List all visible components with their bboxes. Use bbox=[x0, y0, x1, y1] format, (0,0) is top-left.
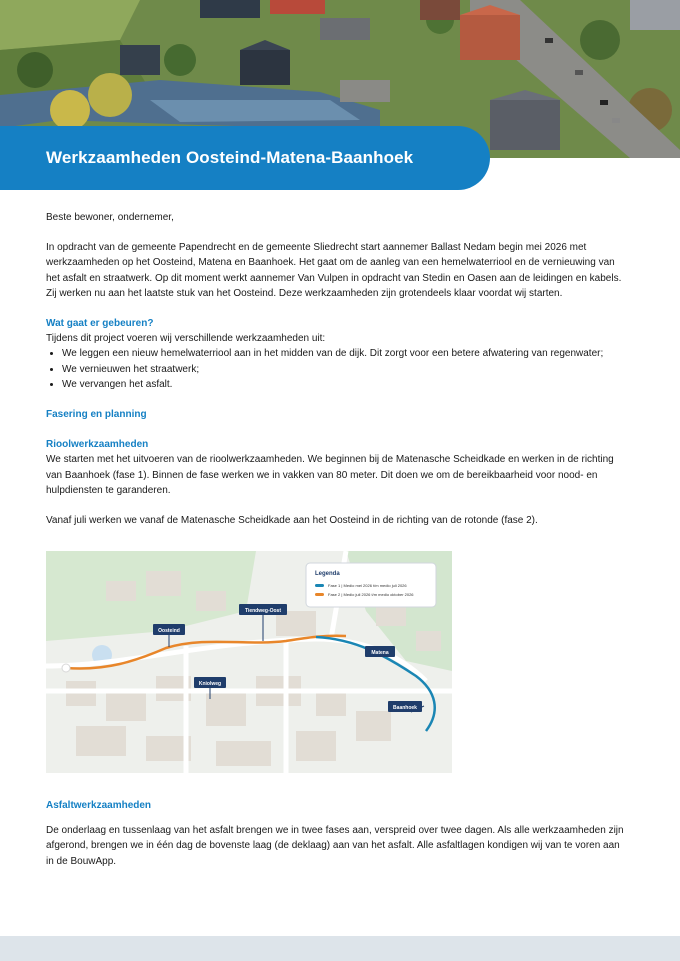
label-matena: Matena bbox=[371, 650, 389, 656]
label-oosteind: Oosteind bbox=[158, 628, 180, 634]
legend-title: Legenda bbox=[315, 571, 340, 577]
list-item: • We leggen een nieuw hemelwaterriool aan in het midden van de dijk. Dit zorgt voor een betere afwatering van regenwater; bbox=[62, 346, 626, 361]
legend-item-phase-1: Fase 1 | Medio mei 2026 t/m medio juli 2026 bbox=[328, 583, 407, 588]
letter-body bbox=[46, 210, 626, 528]
intro-paragraph: In opdracht van de gemeente Papendrecht en de gemeente Sliedrecht start aannemer Ballast Nedam begin mei 2026 met werkzaamheden op het Oosteind, Matena en Baanhoek. Het gaat om de aanleg van een hemelwaterriool en de vernieuwing van het asfalt en straatwerk. Op dit moment werkt aannemer Van Vulpen in opdracht van Stedin en Oasen aan de leidingen en kabels. Zij werken nu aan het laatste stuk van het Oosteind. Deze werkzaamheden zijn grotendeels klaar voordat wij starten. bbox=[46, 242, 622, 299]
footer-band bbox=[0, 936, 680, 961]
asphalt-section bbox=[46, 788, 626, 879]
page-title: Werkzaamheden Oosteind-Matena-Baanhoek bbox=[46, 148, 414, 167]
heading-sewer: Rioolwerkzaamheden bbox=[46, 439, 149, 451]
what-lead: Tijdens dit project voeren wij verschillende werkzaamheden uit: bbox=[46, 333, 326, 345]
list-item: • We vernieuwen het straatwerk; bbox=[62, 362, 626, 377]
legend-item-phase-2: Fase 2 | Medio juli 2026 t/m medio oktober 2026 bbox=[328, 592, 414, 597]
label-kniolweg: Kniolweg bbox=[198, 681, 222, 687]
heading-phasing: Fasering en planning bbox=[46, 409, 147, 421]
sewer-paragraph-1: We starten met het uitvoeren van de rioolwerkzaamheden. We beginnen bij de Matenasche Scheidkade en werken in de richting van Baanhoek (fase 1). Binnen de fase werken we in vakken van 80 meter. Dit doen we om de bereikbaarheid voor nood- en hulpdiensten te garanderen. bbox=[46, 454, 614, 496]
label-baanhoek: Baanhoek bbox=[393, 705, 417, 711]
label-tiendweg-oost: Tiendweg-Oost bbox=[244, 608, 282, 614]
project-map bbox=[46, 551, 452, 773]
work-list bbox=[46, 346, 626, 392]
sewer-paragraph-2: Vanaf juli werken we vanaf de Matenasche Scheidkade aan het Oosteind in de richting van de rotonde (fase 2). bbox=[46, 515, 538, 527]
heading-asphalt: Asfaltwerkzaamheden bbox=[46, 800, 152, 811]
salutation: Beste bewoner, ondernemer, bbox=[46, 212, 174, 223]
asphalt-paragraph: De onderlaag en tussenlaag van het asfalt brengen we in twee fases aan, verspreid over twee dagen. Als alle werkzaamheden zijn afgerond, brengen we in één dag de bovenste laag (de deklaag) aan van het asfalt. Alle asfaltlagen kondigen wij van te voren aan in de BouwApp. bbox=[46, 825, 624, 867]
heading-what: Wat gaat er gebeuren? bbox=[46, 318, 154, 330]
list-item: • We vervangen het asfalt. bbox=[62, 377, 626, 392]
